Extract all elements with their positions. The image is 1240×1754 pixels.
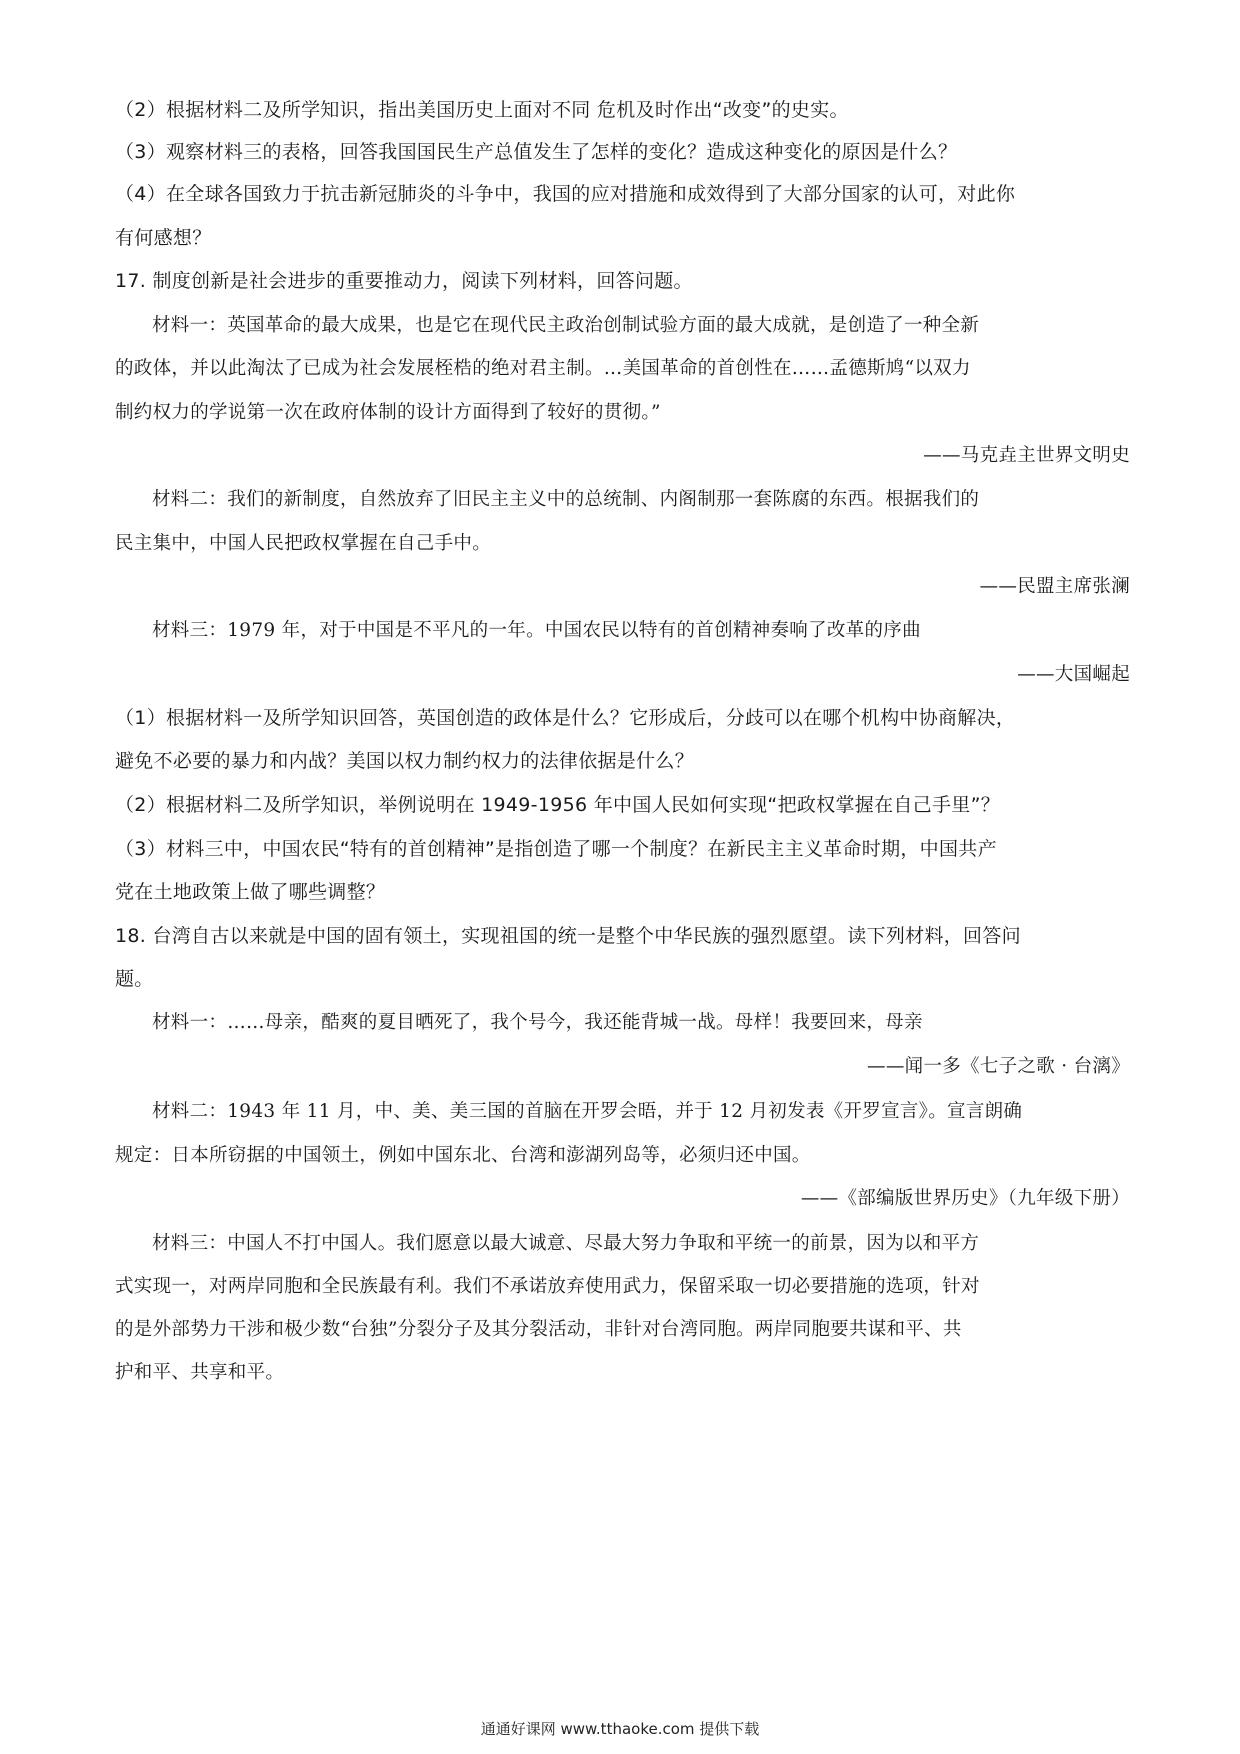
q16-sub4-line2: 有何感想？ xyxy=(115,227,212,249)
q18-material3-line4: 护和平、共享和平。 xyxy=(115,1362,285,1383)
q18-stem-line1: 18. 台湾自古以来就是中国的固有领土，实现祖国的统一是整个中华民族的强烈愿望。读下列材料，回答问 xyxy=(115,925,1021,947)
q17-material1-line1: 材料一：英国革命的最大成果，也是它在现代民主政治创制试验方面的最大成就，是创造了一种全新 xyxy=(152,315,980,336)
q18-material1-line1: 材料一：……母亲，酷爽的夏目晒死了，我个号今，我还能背城一战。母样！我要回来，母亲 xyxy=(152,1012,923,1033)
q17-sub1-line1: （1）根据材料一及所学知识回答，英国创造的政体是什么？它形成后，分歧可以在哪个机构中协商解决， xyxy=(115,707,1016,729)
q18-material3-line1: 材料三：中国人不打中国人。我们愿意以最大诚意、尽最大努力争取和平统一的前景，因为以和平方 xyxy=(152,1233,980,1254)
q17-material1-source: ——马克垚主世界文明史 xyxy=(923,445,1130,466)
q16-sub3: （3）观察材料三的表格，回答我国国民生产总值发生了怎样的变化？造成这种变化的原因是什么？ xyxy=(115,141,958,163)
q16-sub4-line1: （4）在全球各国致力于抗击新冠肺炎的斗争中，我国的应对措施和成效得到了大部分国家的认可，对此你 xyxy=(115,183,1016,205)
page-footer: 通通好课网 www.tthaoke.com 提供下载 xyxy=(480,1720,760,1738)
q17-sub1-line2: 避免不必要的暴力和内战？美国以权力制约权力的法律依据是什么？ xyxy=(115,750,695,772)
q17-sub2: （2）根据材料二及所学知识，举例说明在 1949-1956 年中国人民如何实现“把政权掌握在自己手里”？ xyxy=(115,794,1001,816)
q17-material2-line1: 材料二：我们的新制度，自然放弃了旧民主主义中的总统制、内阁制那一套陈腐的东西。根据我们的 xyxy=(152,489,980,510)
q18-material2-source: ——《部编版世界历史》（九年级下册） xyxy=(800,1188,1130,1209)
q18-material2-line1: 材料二：1943 年 11 月，中、美、美三国的首脑在开罗会晤，并于 12 月初发表《开罗宣言》。宣言朗确 xyxy=(152,1101,1023,1122)
q18-stem-line2: 题。 xyxy=(115,968,154,990)
q17-stem: 17. 制度创新是社会进步的重要推动力，阅读下列材料，回答问题。 xyxy=(115,270,693,292)
q18-material2-line2: 规定：日本所窃据的中国领土，例如中国东北、台湾和澎湖列岛等，必须归还中国。 xyxy=(115,1145,811,1166)
q17-material1-line2: 的政体，并以此淘汰了已成为社会发展桎梏的绝对君主制。…美国革命的首创性在……孟德斯鸠“以双力 xyxy=(115,358,971,379)
q17-material2-line2: 民主集中，中国人民把政权掌握在自己手中。 xyxy=(115,533,492,554)
q18-material1-source: ——闻一多《七子之歌 · 台漓》 xyxy=(867,1056,1130,1077)
q17-material1-line3: 制约权力的学说第一次在政府体制的设计方面得到了较好的贯彻。” xyxy=(115,402,661,423)
q18-material3-line2: 式实现一，对两岸同胞和全民族最有利。我们不承诺放弃使用武力，保留采取一切必要措施的选项，针对 xyxy=(115,1276,980,1297)
q16-sub2: （2）根据材料二及所学知识，指出美国历史上面对不同 危机及时作出“改变”的史实。 xyxy=(115,99,849,121)
q17-material3-source: ——大国崛起 xyxy=(1017,664,1130,685)
q18-material3-line3: 的是外部势力干涉和极少数“台独”分裂分子及其分裂活动，非针对台湾同胞。两岸同胞要共谋和平、共 xyxy=(115,1319,962,1340)
q17-sub3-line1: （3）材料三中，中国农民“特有的首创精神”是指创造了哪一个制度？在新民主主义革命时期，中国共产 xyxy=(115,838,997,860)
q17-material2-source: ——民盟主席张澜 xyxy=(979,576,1130,597)
q17-material3-line1: 材料三：1979 年，对于中国是不平凡的一年。中国农民以特有的首创精神奏响了改革的序曲 xyxy=(152,620,921,641)
q17-sub3-line2: 党在土地政策上做了哪些调整？ xyxy=(115,881,386,903)
